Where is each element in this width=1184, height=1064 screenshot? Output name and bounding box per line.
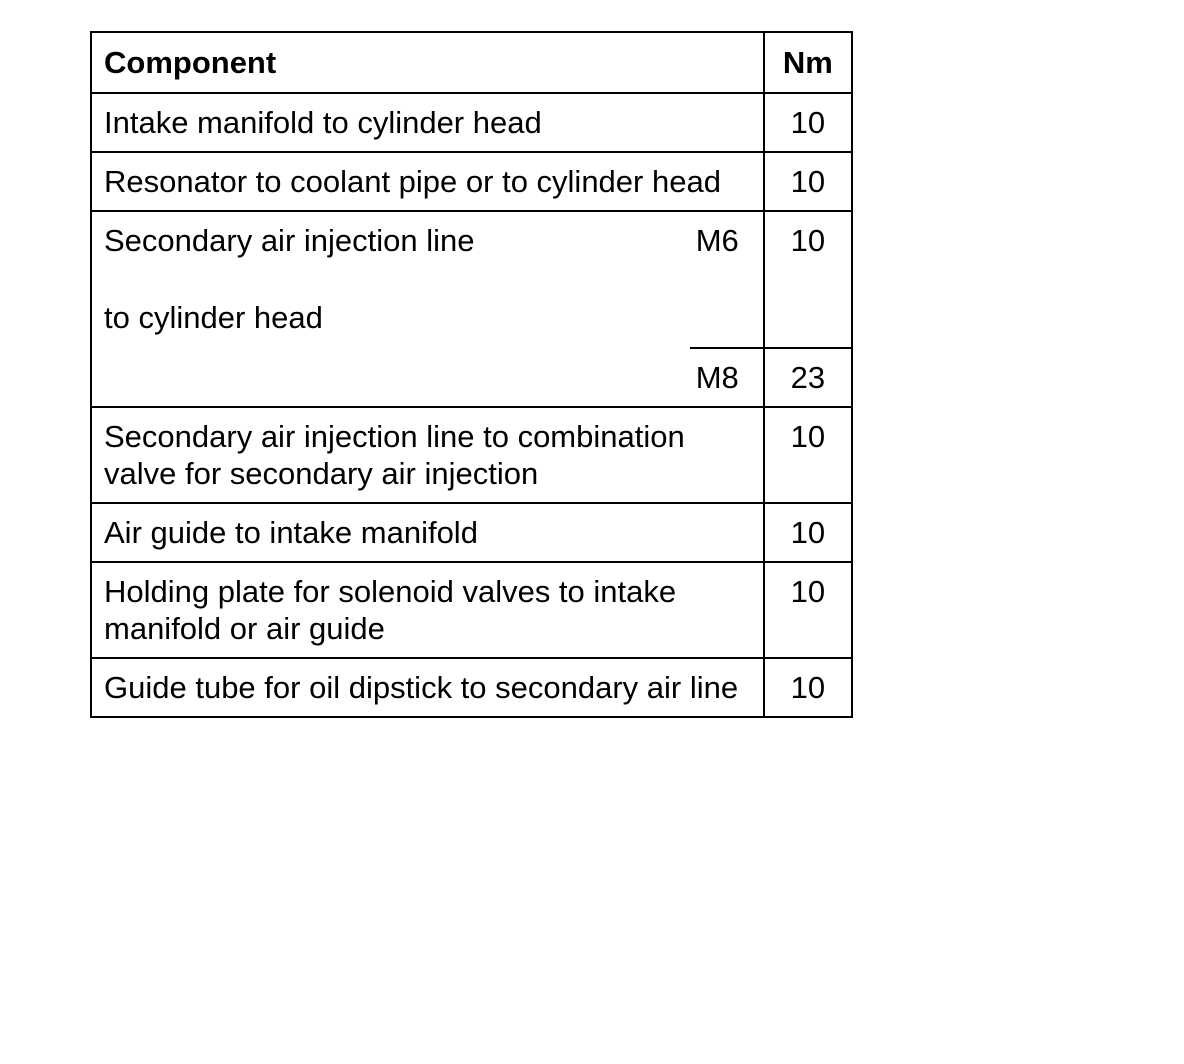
table-row (91, 152, 852, 211)
table-row (91, 93, 852, 152)
component-cell: Resonator to coolant pipe or to cylinder head (91, 152, 764, 211)
nm-cell: 10 (764, 152, 852, 211)
component-cell: Air guide to intake manifold (91, 503, 764, 562)
table-row (91, 562, 852, 658)
table-row (91, 503, 852, 562)
nm-cell: 10 (764, 93, 852, 152)
nm-cell: 10 (764, 211, 852, 348)
line-spacer (104, 259, 680, 299)
table-row (91, 407, 852, 503)
nm-cell: 10 (764, 562, 852, 658)
component-cell: Intake manifold to cylinder head (91, 93, 764, 152)
nm-cell: 10 (764, 407, 852, 503)
nm-cell: 23 (764, 348, 852, 407)
component-line-1: Secondary air injection line (104, 223, 475, 258)
component-cell: Secondary air injection line to combination valve for secondary air injection (91, 407, 764, 503)
component-cell: Guide tube for oil dipstick to secondary air line (91, 658, 764, 717)
header-nm: Nm (764, 32, 852, 93)
component-cell: Holding plate for solenoid valves to intake manifold or air guide (91, 562, 764, 658)
bolt-size-cell: M8 (690, 348, 764, 407)
bolt-size-cell: M6 (690, 211, 764, 348)
component-cell (91, 211, 690, 407)
table-row (91, 658, 852, 717)
nm-cell: 10 (764, 503, 852, 562)
torque-specification-table (90, 31, 853, 718)
header-component: Component (91, 32, 764, 93)
component-line-2: to cylinder head (104, 300, 323, 335)
table-header-row (91, 32, 852, 93)
table-row (91, 211, 852, 348)
nm-cell: 10 (764, 658, 852, 717)
